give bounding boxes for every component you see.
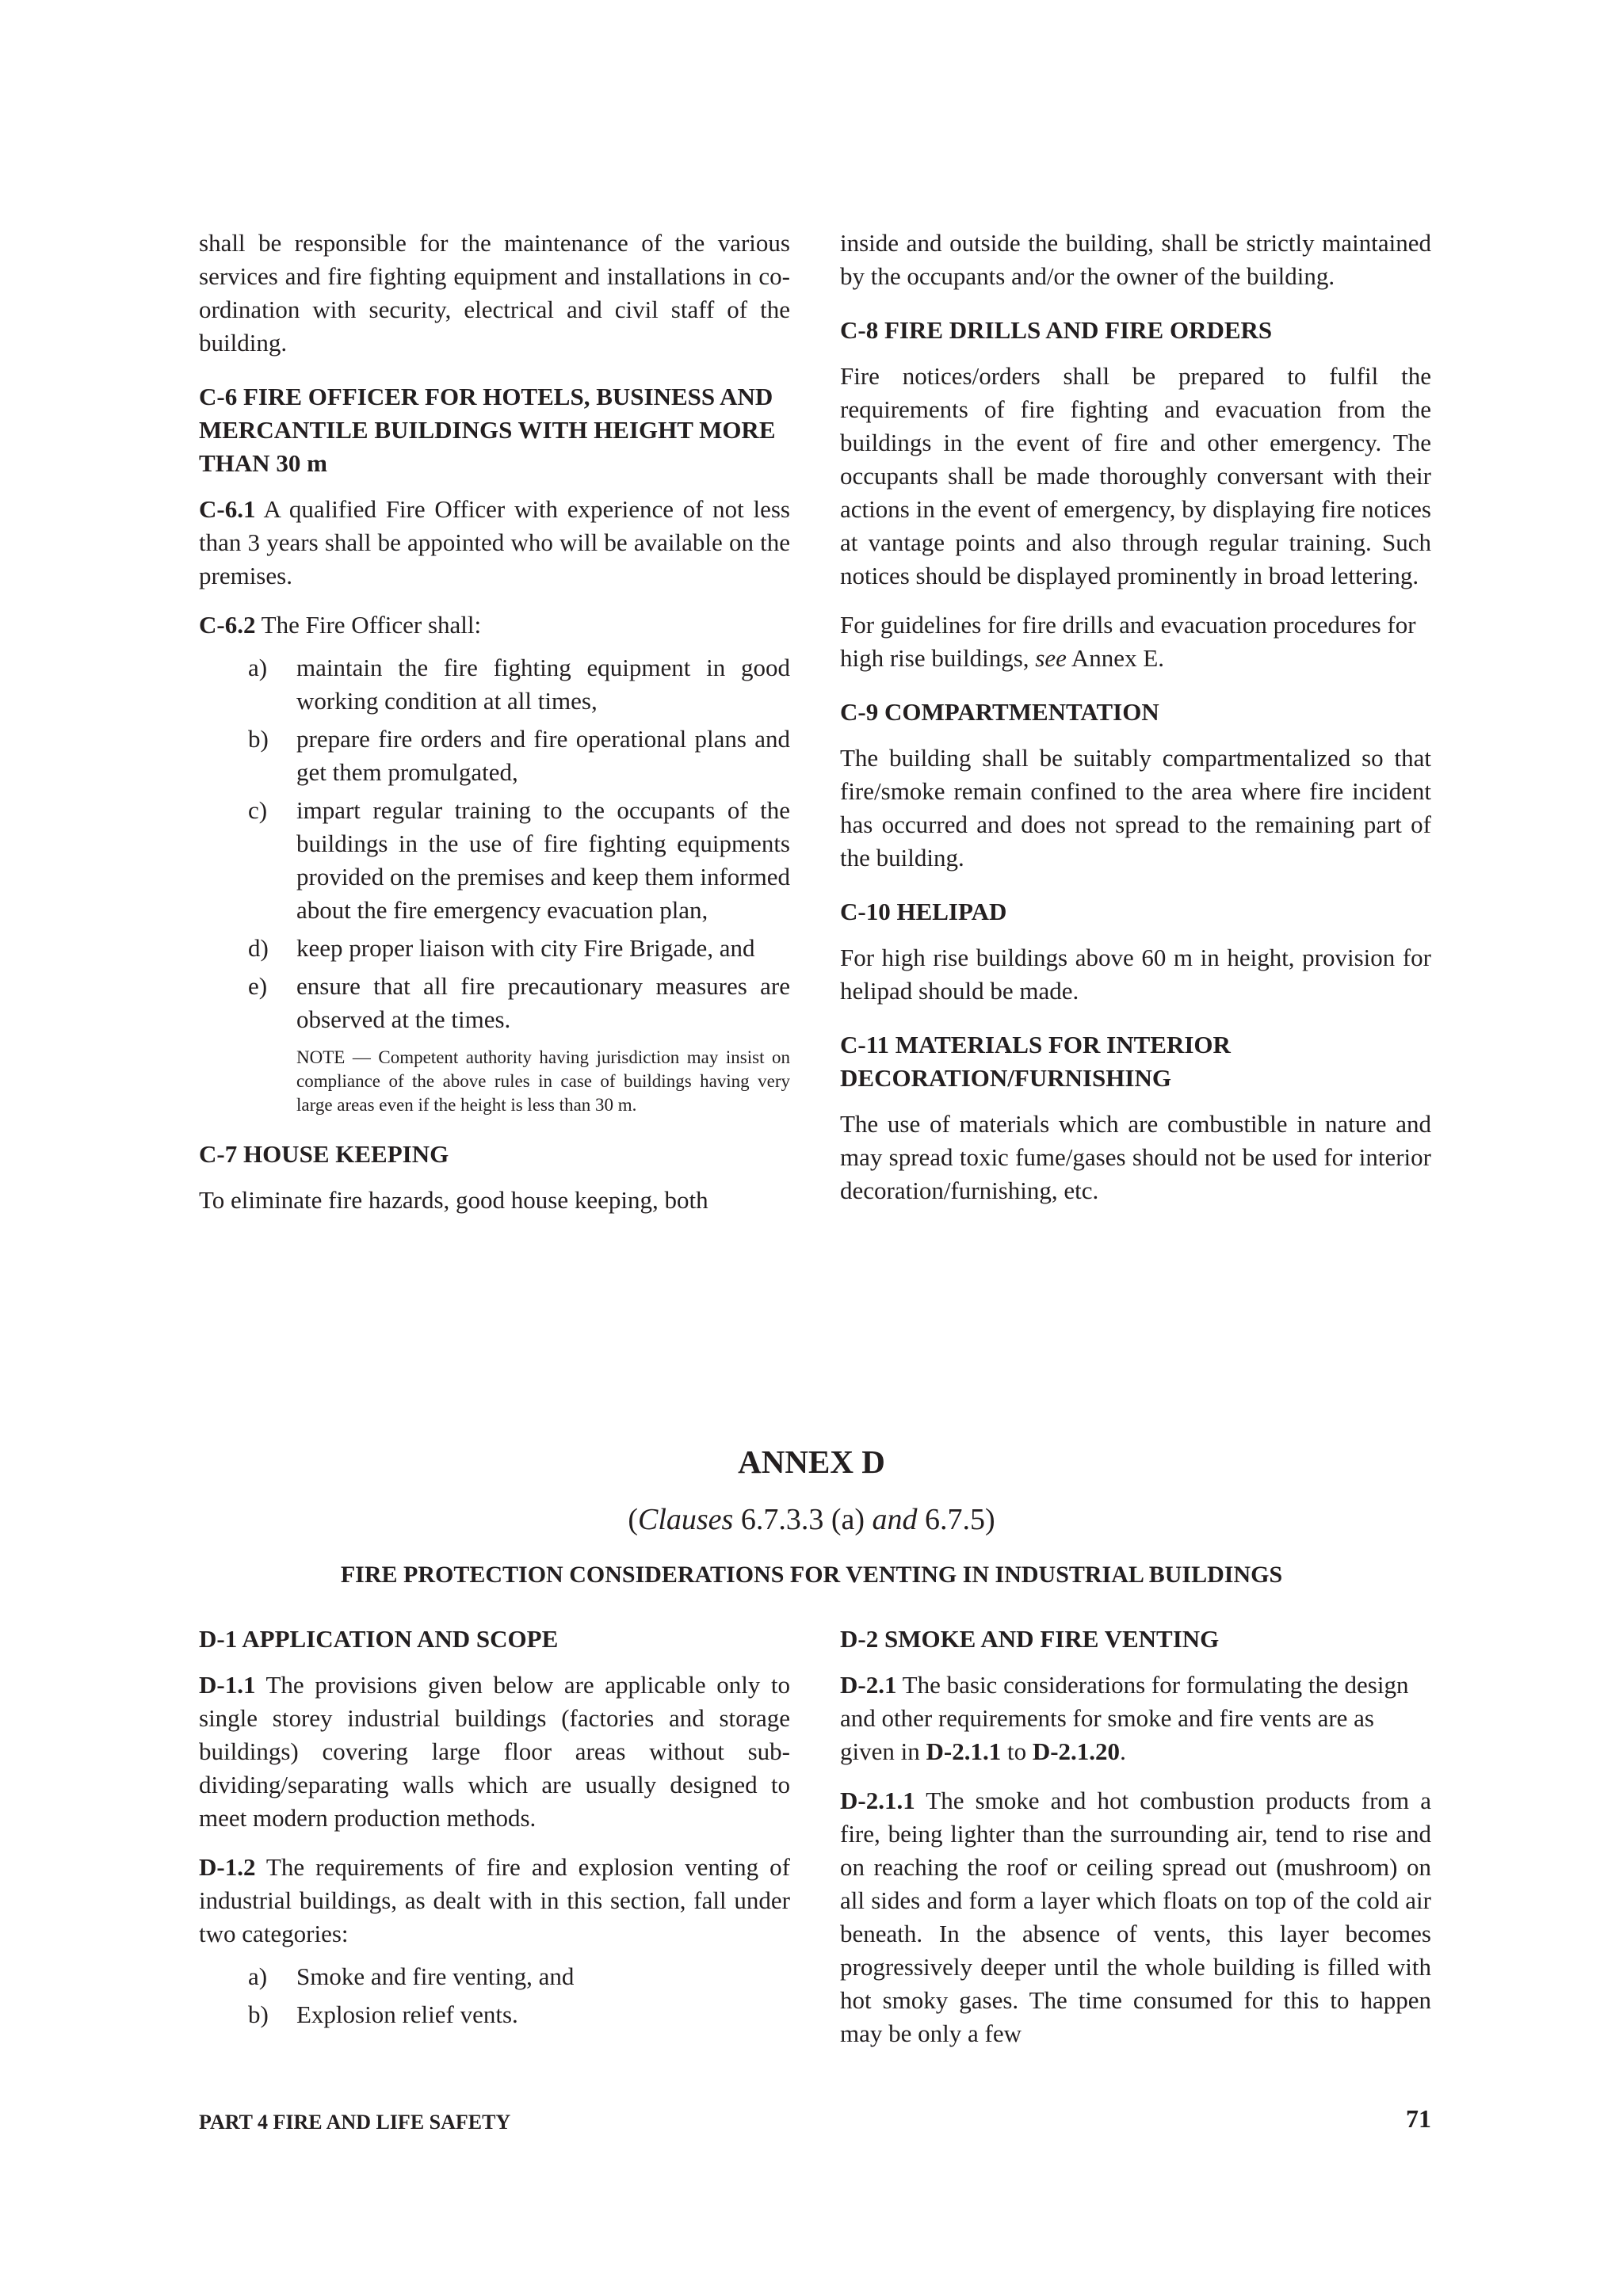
list-marker: b) bbox=[248, 725, 269, 753]
section-heading-d2: D-2 SMOKE AND FIRE VENTING bbox=[840, 1625, 1220, 1653]
clause-d1-1 bbox=[199, 1669, 790, 1835]
text-segment: . bbox=[1120, 1737, 1126, 1765]
clause-reference: D-2.1.1 bbox=[926, 1737, 1002, 1765]
clause-text: The basic considerations for formulating the design and other requirements for smoke and fire vents are as given in bbox=[840, 1671, 1409, 1765]
paragraph: inside and outside the building, shall be strictly maintained by the occupants and/or the owner of the building. bbox=[840, 229, 1431, 290]
paragraph: Fire notices/orders shall be prepared to fulfil the requirements of fire fighting and evacuation from the buildings in the event of fire and other emergency. The occupants shall be made thoroughly conversant with their actions in the event of emergency, by displaying fire notices at vantage points and also through regular training. Such notices should be displayed prominently in broad lettering. bbox=[840, 362, 1431, 589]
clause-ref: 6.7.3.3 (a) bbox=[740, 1503, 865, 1536]
list-text: ensure that all fire precautionary measures are observed at the times. bbox=[296, 972, 790, 1033]
list-item bbox=[199, 970, 790, 1036]
note: NOTE — Competent authority having jurisdiction may insist on compliance of the above rules in case of buildings having very large areas even if the height is less than 30 m. bbox=[296, 1047, 790, 1115]
paren: ( bbox=[628, 1503, 638, 1536]
list-marker: e) bbox=[248, 972, 268, 1000]
clauses-word: Clauses bbox=[637, 1503, 734, 1536]
list-text: impart regular training to the occupants of the buildings in the use of fire fighting equipments provided on the premises and keep them informed about the fire emergency evacuation plan, bbox=[296, 796, 790, 924]
right-column-top bbox=[840, 227, 1431, 1223]
list-text: prepare fire orders and fire operational plans and get them promulgated, bbox=[296, 725, 790, 786]
clause-text: A qualified Fire Officer with experience of not less than 3 years shall be appointed who will be available on the premises. bbox=[199, 495, 790, 589]
paragraph: To eliminate fire hazards, good house keeping, both bbox=[199, 1186, 708, 1214]
clause-number: D-2.1.1 bbox=[840, 1787, 915, 1814]
clause-ref: 6.7.5) bbox=[925, 1503, 995, 1536]
paragraph: The building shall be suitably compartmentalized so that fire/smoke remain confined to the area where fire incident has occurred and does not spread to the remaining part of the building. bbox=[840, 744, 1431, 871]
list-item bbox=[199, 1998, 790, 2031]
left-column-bottom bbox=[199, 1623, 790, 2038]
list-marker: a) bbox=[248, 654, 268, 681]
see-reference: see bbox=[1035, 644, 1067, 672]
clause-number: D-1.1 bbox=[199, 1671, 256, 1699]
section-heading-d1: D-1 APPLICATION AND SCOPE bbox=[199, 1625, 559, 1653]
clause-number: D-2.1 bbox=[840, 1671, 897, 1699]
section-heading-c10: C-10 HELIPAD bbox=[840, 898, 1007, 925]
clause-text: The provisions given below are applicable only to single storey industrial buildings (factories and storage buildings) covering large floor areas without sub-dividing/separating walls which are usually designed to meet modern production methods. bbox=[199, 1671, 790, 1832]
paragraph: The use of materials which are combustible in nature and may spread toxic fume/gases should not be used for interior decoration/furnishing, etc. bbox=[840, 1110, 1431, 1204]
clause-reference: D-2.1.20 bbox=[1032, 1737, 1121, 1765]
clause-text: The Fire Officer shall: bbox=[261, 611, 482, 639]
text-segment: For guidelines for fire drills and evacuation procedures for high rise buildings, bbox=[840, 611, 1416, 672]
clause-c6-1 bbox=[199, 493, 790, 593]
clause-number: C-6.1 bbox=[199, 495, 256, 523]
list-marker: c) bbox=[248, 796, 268, 824]
annex-clauses bbox=[0, 1501, 1623, 1538]
page-number: 71 bbox=[1406, 2104, 1431, 2133]
list-text: Explosion relief vents. bbox=[296, 2000, 518, 2028]
annex-title: ANNEX D bbox=[738, 1444, 885, 1480]
clause-d1-2 bbox=[199, 1851, 790, 1951]
duties-list bbox=[199, 651, 790, 1036]
list-marker: a) bbox=[248, 1962, 268, 1990]
list-item bbox=[199, 932, 790, 965]
annex-reference: Annex E. bbox=[1071, 644, 1165, 672]
list-item bbox=[199, 651, 790, 718]
clause-c6-2 bbox=[199, 608, 790, 642]
clause-d2-1-1 bbox=[840, 1784, 1431, 2050]
footer-section-title: PART 4 FIRE AND LIFE SAFETY bbox=[199, 2111, 511, 2134]
clause-number: C-6.2 bbox=[199, 611, 256, 639]
list-marker: b) bbox=[248, 2000, 269, 2028]
list-item bbox=[199, 794, 790, 927]
list-text: keep proper liaison with city Fire Brigade, and bbox=[296, 934, 755, 962]
text-segment: to bbox=[1006, 1737, 1027, 1765]
paragraph: shall be responsible for the maintenance of the various services and fire fighting equipment and installations in co-ordination with security, electrical and civil staff of the building. bbox=[199, 229, 790, 357]
list-text: maintain the fire fighting equipment in good working condition at all times, bbox=[296, 654, 790, 715]
categories-list bbox=[199, 1960, 790, 2031]
and-word: and bbox=[872, 1503, 918, 1536]
clause-text: The requirements of fire and explosion venting of industrial buildings, as dealt with in this section, fall under two categories: bbox=[199, 1853, 790, 1947]
clause-d2-1 bbox=[840, 1669, 1431, 1768]
list-text: Smoke and fire venting, and bbox=[296, 1962, 575, 1990]
clause-text: The smoke and hot combustion products from a fire, being lighter than the surrounding air, tend to rise and on reaching the roof or ceiling spread out (mushroom) on all sides and form a layer which floats on top of the cold air beneath. In the absence of vents, this layer becomes progressively deeper until the whole building is filled with hot smoky gases. The time consumed for this to happen may be only a few bbox=[840, 1787, 1431, 2047]
list-item bbox=[199, 1960, 790, 1993]
paragraph bbox=[840, 608, 1431, 675]
section-heading-c6: C-6 FIRE OFFICER FOR HOTELS, BUSINESS AND MERCANTILE BUILDINGS WITH HEIGHT MORE THAN 30 m bbox=[199, 383, 776, 477]
left-column-top bbox=[199, 227, 790, 1233]
clause-number: D-1.2 bbox=[199, 1853, 256, 1881]
right-column-bottom bbox=[840, 1623, 1431, 2066]
section-heading-c7: C-7 HOUSE KEEPING bbox=[199, 1140, 449, 1168]
annex-heading: FIRE PROTECTION CONSIDERATIONS FOR VENTING IN INDUSTRIAL BUILDINGS bbox=[340, 1562, 1283, 1588]
list-item bbox=[199, 723, 790, 789]
section-heading-c9: C-9 COMPARTMENTATION bbox=[840, 698, 1159, 726]
list-marker: d) bbox=[248, 934, 269, 962]
section-heading-c8: C-8 FIRE DRILLS AND FIRE ORDERS bbox=[840, 316, 1273, 344]
section-heading-c11: C-11 MATERIALS FOR INTERIOR DECORATION/FURNISHING bbox=[840, 1031, 1231, 1092]
paragraph: For high rise buildings above 60 m in height, provision for helipad should be made. bbox=[840, 944, 1431, 1005]
